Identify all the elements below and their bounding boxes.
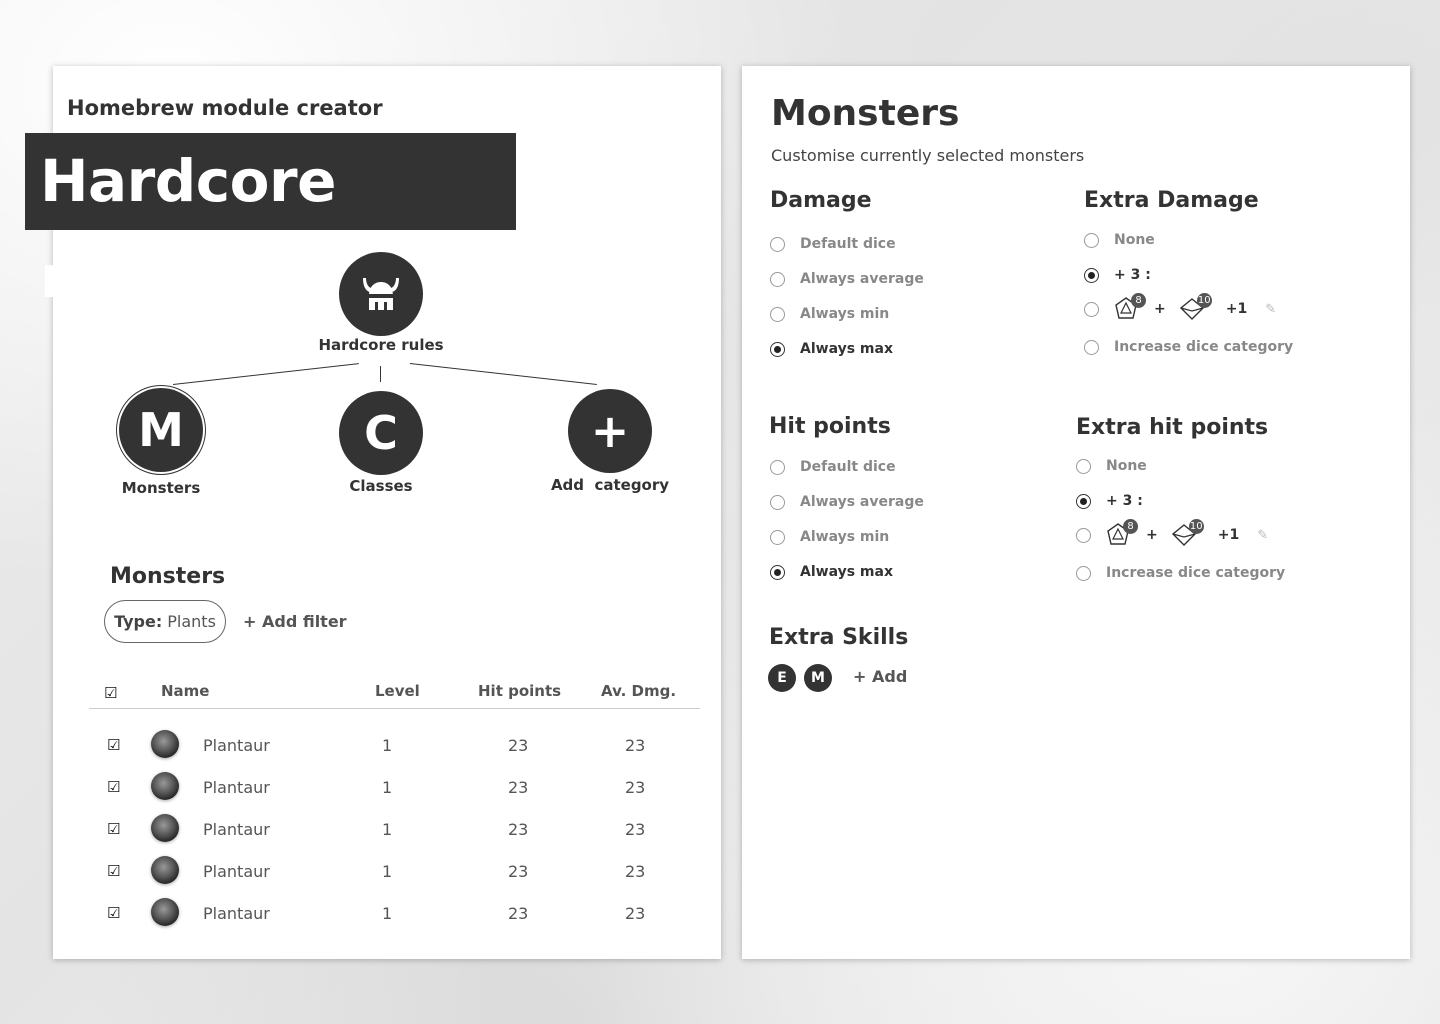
radio-button[interactable]: [770, 460, 785, 475]
radio-button[interactable]: [770, 237, 785, 252]
option-label: None: [1106, 458, 1147, 474]
row-hit-points: 23: [508, 820, 529, 839]
row-av-dmg: 23: [625, 820, 646, 839]
damage-option-default[interactable]: [770, 236, 896, 252]
hit-points-option-average[interactable]: [770, 494, 924, 510]
option-label: Always max: [800, 341, 893, 357]
add-category-label: Add category: [550, 476, 670, 494]
settings-subtitle: Customise currently selected monsters: [771, 146, 1085, 165]
row-checkbox[interactable]: ☑: [107, 820, 121, 838]
table-header-divider: [89, 708, 700, 709]
option-label: None: [1114, 232, 1155, 248]
table-row[interactable]: [53, 898, 721, 940]
monsters-node-button[interactable]: [116, 385, 206, 475]
monster-avatar: [151, 772, 179, 800]
monsters-section-title: Monsters: [110, 564, 226, 589]
option-label: Increase dice category: [1106, 565, 1286, 581]
root-node-label: Hardcore rules: [318, 336, 444, 354]
row-level: 1: [382, 736, 393, 755]
module-creator-panel: [40, 66, 721, 959]
option-label: + 3 :: [1106, 493, 1143, 509]
page-title: Hardcore rules: [25, 133, 516, 230]
row-checkbox[interactable]: ☑: [107, 904, 121, 922]
d10-die-icon[interactable]: [1180, 295, 1211, 321]
die-badge: 10: [1197, 295, 1211, 306]
module-creator-subtitle: Homebrew module creator: [67, 96, 383, 120]
filter-value: Plants: [167, 612, 216, 631]
row-checkbox[interactable]: ☑: [107, 862, 121, 880]
die-badge: 8: [1131, 293, 1146, 308]
row-hit-points: 23: [508, 736, 529, 755]
modifier-value: +1: [1225, 301, 1248, 317]
tree-connector-center: [380, 366, 381, 382]
radio-button[interactable]: [1084, 233, 1099, 248]
radio-button[interactable]: [1076, 528, 1091, 543]
extra-damage-option-increase[interactable]: [1084, 339, 1293, 355]
add-skill-button[interactable]: + Add: [853, 667, 908, 686]
row-name: Plantaur: [203, 778, 270, 797]
row-av-dmg: 23: [625, 904, 646, 923]
classes-node-button[interactable]: C: [339, 391, 423, 475]
option-label: Default dice: [800, 236, 896, 252]
row-hit-points: 23: [508, 778, 529, 797]
monster-avatar: [151, 856, 179, 884]
option-label: Increase dice category: [1114, 339, 1294, 355]
row-hit-points: 23: [508, 862, 529, 881]
damage-option-min[interactable]: [770, 306, 889, 322]
d8-die-icon[interactable]: [1106, 521, 1134, 547]
radio-button[interactable]: [770, 530, 785, 545]
damage-title: Damage: [770, 188, 872, 213]
hit-points-title: Hit points: [769, 414, 891, 439]
extra-hp-option-increase[interactable]: [1076, 565, 1285, 581]
column-header-level[interactable]: Level: [375, 682, 420, 700]
tree-connector-right: [410, 363, 597, 385]
column-header-name[interactable]: Name: [161, 682, 210, 700]
extra-hp-option-dice[interactable]: [1076, 523, 1268, 547]
tree-connector-left: [173, 363, 359, 385]
root-node-button[interactable]: [339, 252, 423, 336]
row-av-dmg: 23: [625, 862, 646, 881]
die-badge: 10: [1189, 521, 1203, 532]
row-level: 1: [382, 778, 393, 797]
extra-skills-title: Extra Skills: [769, 625, 909, 650]
row-checkbox[interactable]: ☑: [107, 736, 121, 754]
plus-sign: +: [1146, 527, 1158, 543]
modifier-value: +1: [1217, 527, 1240, 543]
radio-button[interactable]: [770, 307, 785, 322]
monsters-node-letter: M: [119, 388, 203, 472]
skill-badge-m[interactable]: M: [804, 664, 832, 692]
row-hit-points: 23: [508, 904, 529, 923]
table-row[interactable]: [53, 856, 721, 898]
row-level: 1: [382, 820, 393, 839]
option-label: Always min: [800, 529, 890, 545]
option-label: Always min: [800, 306, 890, 322]
skill-badge-e[interactable]: E: [768, 664, 796, 692]
radio-button[interactable]: [1084, 340, 1099, 355]
radio-button[interactable]: [1076, 494, 1091, 509]
viking-helmet-icon: [359, 274, 403, 314]
radio-button[interactable]: [770, 272, 785, 287]
classes-node-label: Classes: [349, 477, 413, 495]
monsters-node-label: Monsters: [121, 479, 201, 497]
row-checkbox[interactable]: ☑: [107, 778, 121, 796]
monster-avatar: [151, 814, 179, 842]
option-label: Always average: [800, 494, 924, 510]
damage-option-max[interactable]: [770, 341, 893, 357]
filter-key: Type:: [114, 612, 163, 631]
extra-damage-option-plus[interactable]: [1084, 267, 1151, 283]
radio-button[interactable]: [770, 342, 785, 357]
pencil-icon[interactable]: ✎: [1257, 527, 1269, 543]
add-filter-button[interactable]: + Add filter: [243, 612, 347, 631]
hit-points-option-max[interactable]: [770, 564, 893, 580]
extra-damage-option-dice[interactable]: [1084, 297, 1276, 321]
extra-damage-title: Extra Damage: [1084, 188, 1259, 213]
option-label: Always average: [800, 271, 924, 287]
die-badge: 8: [1123, 519, 1138, 534]
radio-button[interactable]: [1084, 302, 1099, 317]
d10-die-icon[interactable]: [1172, 521, 1203, 547]
option-label: Default dice: [800, 459, 896, 475]
plus-sign: +: [1154, 301, 1166, 317]
extra-damage-option-none[interactable]: [1084, 232, 1155, 248]
radio-button[interactable]: [770, 495, 785, 510]
table-row[interactable]: [53, 730, 721, 772]
row-av-dmg: 23: [625, 736, 646, 755]
pencil-icon[interactable]: ✎: [1265, 301, 1277, 317]
hit-points-option-default[interactable]: [770, 459, 896, 475]
select-all-checkbox[interactable]: ☑: [104, 684, 118, 702]
radio-button[interactable]: [770, 565, 785, 580]
table-row[interactable]: [53, 814, 721, 856]
radio-button[interactable]: [1084, 268, 1099, 283]
column-header-hit-points[interactable]: Hit points: [478, 682, 562, 700]
radio-button[interactable]: [1076, 566, 1091, 581]
row-name: Plantaur: [203, 862, 270, 881]
type-filter-chip[interactable]: [104, 600, 226, 643]
row-name: Plantaur: [203, 904, 270, 923]
d8-die-icon[interactable]: [1114, 295, 1142, 321]
row-level: 1: [382, 862, 393, 881]
settings-title: Monsters: [771, 93, 960, 134]
row-av-dmg: 23: [625, 778, 646, 797]
row-level: 1: [382, 904, 393, 923]
row-name: Plantaur: [203, 820, 270, 839]
extra-hit-points-title: Extra hit points: [1076, 415, 1269, 440]
radio-button[interactable]: [1076, 459, 1091, 474]
hit-points-option-min[interactable]: [770, 529, 889, 545]
monster-settings-panel: [742, 66, 1410, 959]
option-label: Always max: [800, 564, 893, 580]
table-row[interactable]: [53, 772, 721, 814]
add-category-button[interactable]: +: [568, 389, 652, 473]
row-name: Plantaur: [203, 736, 270, 755]
monster-avatar: [151, 730, 179, 758]
damage-option-average[interactable]: [770, 271, 924, 287]
option-label: + 3 :: [1114, 267, 1151, 283]
monster-avatar: [151, 898, 179, 926]
extra-hp-option-plus[interactable]: [1076, 493, 1143, 509]
column-header-av-dmg[interactable]: Av. Dmg.: [601, 682, 677, 700]
extra-hp-option-none[interactable]: [1076, 458, 1147, 474]
